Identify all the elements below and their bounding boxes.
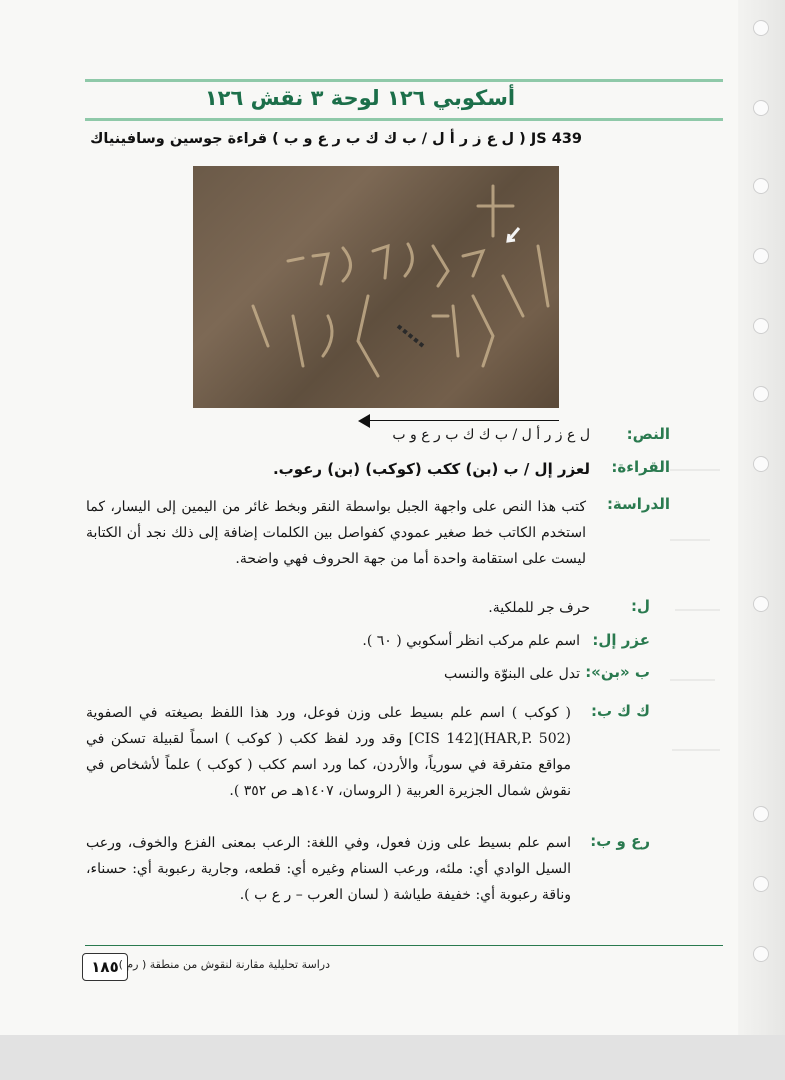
footer-caption: دراسة تحليلية مقارنة لنقوش من منطقة ( رم ) xyxy=(118,958,330,971)
label-reading: القراءة: xyxy=(611,458,670,476)
study-paragraph: كتب هذا النص على واجهة الجبل بواسطة النقر وبخط غائر من اليمين إلى اليسار، كما استخدم الكاتب خط صغير عمودي كفواصل بين الكلمات إضافة إلى ذلك نجد أن الكتابة ليست على استقامة واحدة أما من جهة الحروف فهي واضحة. xyxy=(86,499,586,567)
kkb-paragraph: ( كوكب ) اسم علم بسيط على وزن فوعل، ورد هذا اللفظ بصيغته في الصفوية (HAR,P. 502)[CIS 142] وقد ورد لفظ ككب ( كوكب ) اسماً لقبيلة تسكن في مواقع متفرقة في سورياً، والأردن، كما ورد اسم ككب ( كوكب ) علماً لأشخاص في نقوش شمال الجزيرة العربية ( الروسان، ١٤٠٧هـ ص ٣٥٢ ). xyxy=(86,705,572,799)
binding-hole xyxy=(753,386,769,402)
binding-hole xyxy=(753,456,769,472)
inscription-reading: لعزر إل / ب (بن) ككب (كوكب) (بن) رعوب. xyxy=(272,460,590,478)
binding-holes xyxy=(753,0,773,1035)
inscription-reference: JS 439 ( ل ع ز ر أ ل / ب ك ك ب ر ع و ب ) قراءة جوسين وسافينياك xyxy=(90,131,582,147)
binding-hole xyxy=(753,318,769,334)
label-text: النص: xyxy=(626,425,670,443)
page-number: ١٨٥ xyxy=(82,953,128,981)
page-title: أسكوبي ١٢٦ لوحة ٣ نقش ١٢٦ xyxy=(204,86,516,110)
reading-direction-arrow-line xyxy=(365,420,559,421)
lam-definition: حرف جر للملكية. xyxy=(488,600,590,616)
label-ben: ب «بن»: xyxy=(585,663,650,681)
label-lam: ل: xyxy=(630,597,650,615)
inscription-transliteration: ل ع ز ر أ ل / ب ك ك ب ر ع و ب xyxy=(392,427,590,443)
binding-hole xyxy=(753,20,769,36)
label-kkb: ك ك ب: xyxy=(590,702,650,720)
azar-el-definition: اسم علم مركب انظر أسكوبي ( ٦٠ ). xyxy=(362,633,580,649)
scan-bottom-strip xyxy=(0,1035,785,1080)
show-through-marks xyxy=(660,430,730,850)
footer-rule xyxy=(85,945,723,946)
binding-hole xyxy=(753,178,769,194)
rock-inscription-photo xyxy=(193,166,559,408)
binding-hole xyxy=(753,100,769,116)
label-study: الدراسة: xyxy=(606,495,670,513)
rwb-paragraph: اسم علم بسيط على وزن فعول، وفي اللغة: الرعب بمعنى الفزع والخوف، ورعب السيل الوادي أي: ملئه، ورعب السنام وغيره أي: قطعه، وجارية رعبوبة أي: حسناء، وناقة رعبوبة أي: خفيفة طياشة ( لسان العرب – ر ع ب ). xyxy=(86,835,571,903)
binding-hole xyxy=(753,806,769,822)
inscription-drawing xyxy=(193,166,559,408)
header-rule-top xyxy=(85,79,723,82)
binding-hole xyxy=(753,946,769,962)
binding-hole xyxy=(753,248,769,264)
ben-definition: تدل على البنوّة والنسب xyxy=(444,666,580,682)
binding-hole xyxy=(753,596,769,612)
binding-hole xyxy=(753,876,769,892)
header-rule-bottom xyxy=(85,118,723,121)
label-rwb: رع و ب: xyxy=(590,832,650,850)
label-azar-el: عزر إل: xyxy=(592,631,650,649)
